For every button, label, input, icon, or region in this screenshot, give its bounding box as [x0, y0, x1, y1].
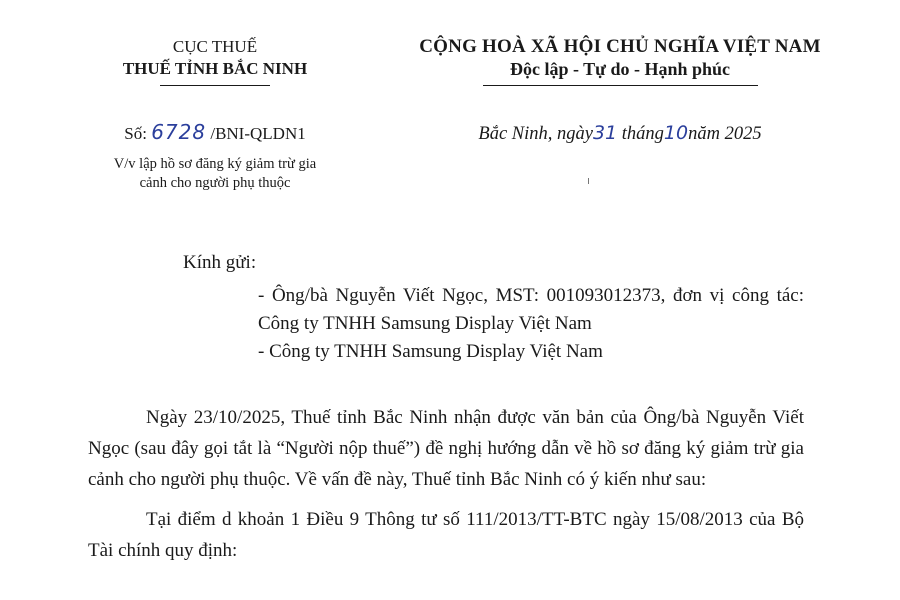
national-motto: Độc lập - Tự do - Hạnh phúc: [509, 59, 731, 79]
handwritten-month: 10: [663, 122, 689, 144]
salutation: Kính gửi:: [183, 252, 257, 273]
document-number-label: Số:: [124, 124, 147, 143]
recipient-item: - Ông/bà Nguyễn Viết Ngọc, MST: 001093012373, đơn vị công tác: Công ty TNHH Samsung Display Việt Nam: [258, 285, 804, 334]
body-paragraph-1: Ngày 23/10/2025, Thuế tỉnh Bắc Ninh nhận được văn bản của Ông/bà Nguyễn Viết Ngọc (sau đây gọi tắt là “Người nộp thuế”) đề nghị hướng dẫn về hồ sơ đăng ký giảm trừ gia cảnh cho người phụ thuộc. Về vấn đề này, Thuế tỉnh Bắc Ninh có ý kiến như sau:: [88, 407, 804, 490]
document-number: [100, 120, 330, 144]
document-number-suffix: /BNI-QLDN1: [210, 124, 306, 143]
recipient-list: [258, 282, 804, 366]
unit-name: THUẾ TỈNH BẮC NINH: [122, 59, 308, 78]
nation-title: CỘNG HOÀ XÃ HỘI CHỦ NGHĨA VIỆT NAM: [419, 36, 821, 57]
national-header: [395, 36, 845, 86]
body-paragraph-2: Tại điểm d khoản 1 Điều 9 Thông tư số 111/2013/TT-BTC ngày 15/08/2013 của Bộ Tài chính quy định:: [88, 509, 804, 561]
issuing-agency-header: [100, 36, 330, 86]
agency-underline: [160, 85, 270, 86]
place-and-date: [395, 122, 845, 145]
subject-line-1: V/v lập hồ sơ đăng ký giảm trừ gia: [113, 156, 317, 172]
recipient-item: - Công ty TNHH Samsung Display Việt Nam: [258, 341, 603, 362]
handwritten-document-number: 6728: [151, 120, 207, 144]
year-text: năm 2025: [688, 124, 762, 144]
scan-artifact: [588, 178, 589, 184]
motto-underline: [483, 85, 758, 86]
subject-line-2: cảnh cho người phụ thuộc: [139, 175, 291, 191]
letter-body: [88, 402, 804, 566]
month-word: tháng: [621, 124, 664, 144]
document-subject: [100, 155, 330, 193]
place-prefix: Bắc Ninh, ngày: [478, 124, 593, 144]
handwritten-day: 31: [592, 122, 618, 144]
agency-name: CỤC THUẾ: [172, 37, 258, 56]
